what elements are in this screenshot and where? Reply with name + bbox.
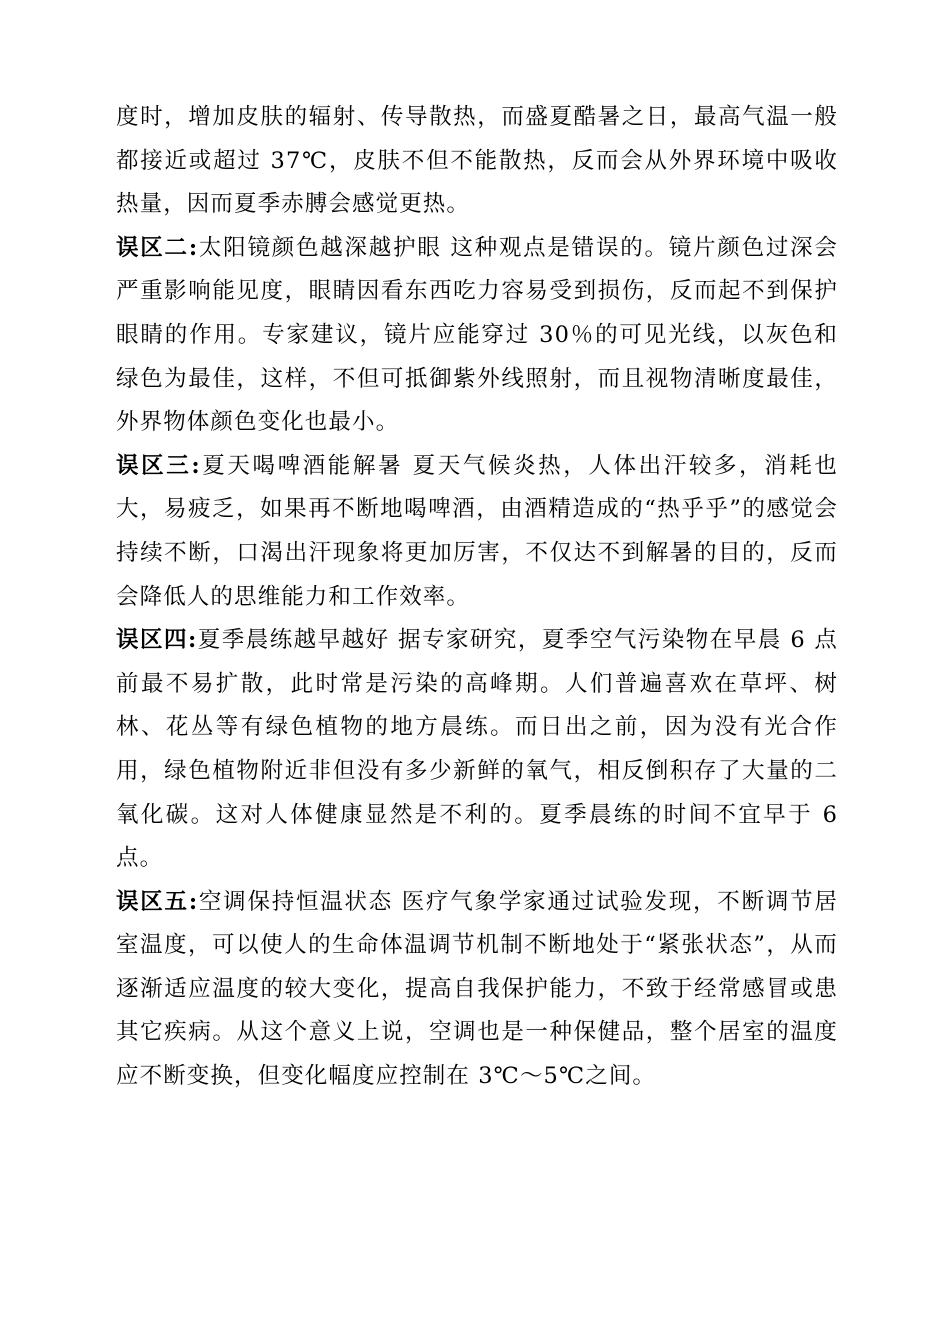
section-body: 夏天气候炎热，人体出汗较多，消耗也大，易疲乏，如果再不断地喝啤酒，由酒精造成的“热乎乎”的感觉会持续不断，口渴出汗现象将更加厉害，不仅达不到解暑的目的，反而会降低人的思维能力和工作效率。 — [116, 452, 838, 610]
section-title: 夏天喝啤酒能解暑 — [200, 452, 404, 479]
section-misconception-4 — [116, 619, 838, 881]
section-misconception-2 — [116, 227, 838, 445]
intro-text: 度时，增加皮肤的辐射、传导散热，而盛夏酷暑之日，最高气温一般都接近或超过 37℃，皮肤不但不能散热，反而会从外界环境中吸收热量，因而夏季赤膊会感觉更热。 — [116, 104, 838, 218]
section-heading: 误区四: — [116, 627, 198, 654]
intro-paragraph — [116, 96, 838, 227]
document-page — [116, 96, 838, 1099]
section-body: 这种观点是错误的。镜片颜色过深会严重影响能见度，眼睛因看东西吃力容易受到损伤，反而起不到保护眼睛的作用。专家建议，镜片应能穿过 30％的可见光线，以灰色和绿色为最佳，这样，不但可抵御紫外线照射，而且视物清晰度最佳，外界物体颜色变化也最小。 — [116, 234, 838, 436]
section-title: 太阳镜颜色越深越护眼 — [198, 234, 442, 261]
section-heading: 误区五: — [116, 888, 199, 915]
section-heading: 误区三: — [116, 452, 201, 479]
section-heading: 误区二: — [116, 234, 199, 261]
section-body: 据专家研究，夏季空气污染物在早晨 6 点前最不易扩散，此时常是污染的高峰期。人们普遍喜欢在草坪、树林、花丛等有绿色植物的地方晨练。而日出之前，因为没有光合作用，绿色植物附近非但没有多少新鲜的氧气，相反倒积存了大量的二氧化碳。这对人体健康显然是不利的。夏季晨练的时间不宜早于 6 点。 — [116, 627, 838, 872]
section-title: 空调保持恒温状态 — [198, 888, 394, 915]
section-misconception-5 — [116, 881, 838, 1099]
section-title: 夏季晨练越早越好 — [197, 627, 390, 654]
section-misconception-3 — [116, 445, 838, 619]
section-body: 医疗气象学家通过试验发现，不断调节居室温度，可以使人的生命体温调节机制不断地处于“紧张状态”，从而逐渐适应温度的较大变化，提高自我保护能力，不致于经常感冒或患其它疾病。从这个意义上说，空调也是一种保健品，整个居室的温度应不断变换，但变化幅度应控制在 3℃～5℃之间。 — [116, 888, 838, 1090]
